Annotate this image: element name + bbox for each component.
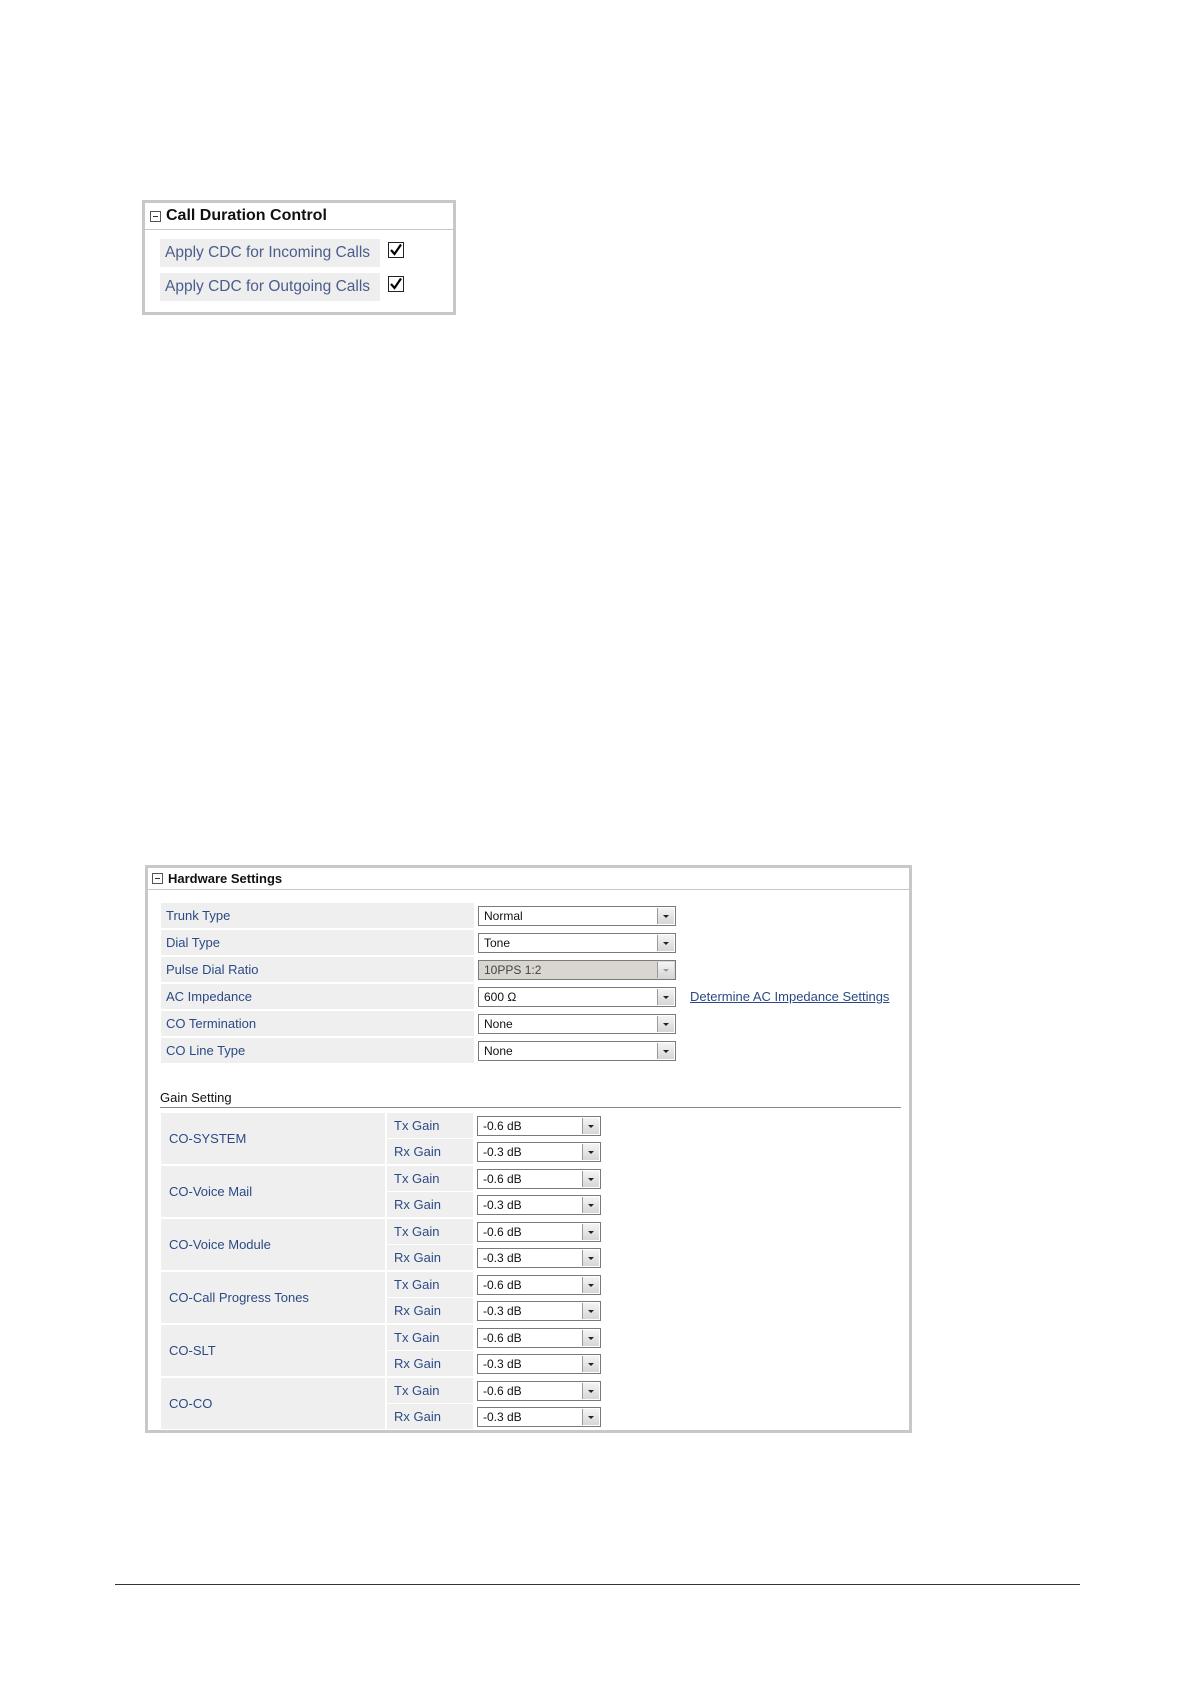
dropdown-arrow-icon[interactable] [582, 1330, 599, 1346]
rx-gain-value: -0.3 dB [483, 1144, 522, 1159]
rx-gain-select[interactable] [477, 1354, 601, 1374]
co-termination-row [161, 1011, 676, 1036]
hardware-panel-title: Hardware Settings [168, 871, 283, 886]
ac-impedance-row [161, 984, 889, 1009]
rx-gain-label: Rx Gain [387, 1298, 473, 1323]
tx-gain-value: -0.6 dB [483, 1224, 522, 1239]
dropdown-arrow-icon[interactable] [582, 1277, 599, 1293]
rx-gain-row [387, 1139, 601, 1164]
rx-gain-value: -0.3 dB [483, 1303, 522, 1318]
tx-gain-value: -0.6 dB [483, 1330, 522, 1345]
dropdown-arrow-icon[interactable] [582, 1224, 599, 1240]
tx-gain-select[interactable] [477, 1169, 601, 1189]
rx-gain-select[interactable] [477, 1195, 601, 1215]
tx-gain-label: Tx Gain [387, 1166, 473, 1191]
rx-gain-row [387, 1351, 601, 1376]
co-termination-label: CO Termination [161, 1011, 474, 1036]
gain-group-name: CO-Voice Mail [169, 1184, 253, 1199]
dial-type-select[interactable] [478, 933, 676, 953]
tx-gain-label: Tx Gain [387, 1219, 473, 1244]
co-line-type-select[interactable] [478, 1041, 676, 1061]
cdc-outgoing-row [160, 273, 404, 301]
dropdown-arrow-icon[interactable] [657, 1016, 674, 1032]
dropdown-arrow-icon[interactable] [582, 1118, 599, 1134]
tx-gain-select[interactable] [477, 1222, 601, 1242]
rx-gain-select[interactable] [477, 1142, 601, 1162]
rx-gain-value: -0.3 dB [483, 1356, 522, 1371]
gain-group [161, 1219, 385, 1270]
dropdown-arrow-icon[interactable] [582, 1383, 599, 1399]
cdc-outgoing-checkbox[interactable] [388, 276, 404, 292]
ac-impedance-label: AC Impedance [161, 984, 474, 1009]
ac-impedance-value: 600 Ω [484, 989, 517, 1004]
co-line-type-row [161, 1038, 676, 1063]
rx-gain-select[interactable] [477, 1248, 601, 1268]
tx-gain-select[interactable] [477, 1116, 601, 1136]
rx-gain-select[interactable] [477, 1407, 601, 1427]
tx-gain-row [387, 1325, 601, 1350]
co-line-type-value: None [484, 1043, 513, 1058]
rx-gain-row [387, 1192, 601, 1217]
rx-gain-value: -0.3 dB [483, 1197, 522, 1212]
rx-gain-row [387, 1245, 601, 1270]
tx-gain-label: Tx Gain [387, 1325, 473, 1350]
checkmark-icon [389, 243, 403, 257]
cdc-panel-header[interactable] [145, 203, 453, 230]
dropdown-arrow-icon[interactable] [582, 1409, 599, 1425]
tx-gain-value: -0.6 dB [483, 1383, 522, 1398]
pulse-dial-ratio-row [161, 957, 676, 982]
cdc-incoming-checkbox[interactable] [388, 242, 404, 258]
gain-group [161, 1378, 385, 1429]
collapse-icon[interactable] [152, 873, 163, 884]
dial-type-label: Dial Type [161, 930, 474, 955]
dropdown-arrow-icon[interactable] [582, 1144, 599, 1160]
rx-gain-label: Rx Gain [387, 1139, 473, 1164]
cdc-panel-title: Call Duration Control [166, 207, 327, 224]
gain-group-name: CO-SYSTEM [169, 1131, 247, 1146]
dropdown-arrow-icon[interactable] [657, 1043, 674, 1059]
footer-divider [115, 1584, 1080, 1585]
tx-gain-select[interactable] [477, 1275, 601, 1295]
cdc-incoming-label: Apply CDC for Incoming Calls [160, 239, 380, 267]
pulse-dial-ratio-label: Pulse Dial Ratio [161, 957, 474, 982]
trunk-type-select[interactable] [478, 906, 676, 926]
tx-gain-row [387, 1113, 601, 1138]
co-termination-value: None [484, 1016, 513, 1031]
determine-ac-impedance-link[interactable]: Determine AC Impedance Settings [690, 989, 890, 1004]
dropdown-arrow-icon[interactable] [657, 989, 674, 1005]
dial-type-value: Tone [484, 935, 511, 950]
dropdown-arrow-icon[interactable] [582, 1197, 599, 1213]
gain-group [161, 1113, 385, 1164]
rx-gain-label: Rx Gain [387, 1192, 473, 1217]
hardware-panel-header[interactable] [148, 868, 909, 890]
pulse-dial-ratio-select [478, 960, 676, 980]
tx-gain-row [387, 1272, 601, 1297]
co-termination-select[interactable] [478, 1014, 676, 1034]
cdc-incoming-row [160, 239, 404, 267]
tx-gain-value: -0.6 dB [483, 1118, 522, 1133]
hardware-settings-panel [145, 865, 912, 1433]
gain-group-name: CO-SLT [169, 1343, 216, 1358]
collapse-icon[interactable] [150, 211, 161, 222]
checkmark-icon [389, 277, 403, 291]
tx-gain-select[interactable] [477, 1328, 601, 1348]
gain-divider [160, 1107, 901, 1108]
gain-group [161, 1272, 385, 1323]
rx-gain-label: Rx Gain [387, 1351, 473, 1376]
gain-group [161, 1325, 385, 1376]
dropdown-arrow-icon [657, 962, 674, 978]
dropdown-arrow-icon[interactable] [582, 1171, 599, 1187]
co-line-type-label: CO Line Type [161, 1038, 474, 1063]
gain-group-name: CO-Voice Module [169, 1237, 271, 1252]
dropdown-arrow-icon[interactable] [657, 908, 674, 924]
gain-group-name: CO-CO [169, 1396, 213, 1411]
call-duration-control-panel [142, 200, 456, 315]
rx-gain-label: Rx Gain [387, 1245, 473, 1270]
rx-gain-value: -0.3 dB [483, 1409, 522, 1424]
dropdown-arrow-icon[interactable] [582, 1356, 599, 1372]
trunk-type-label: Trunk Type [161, 903, 474, 928]
dropdown-arrow-icon[interactable] [582, 1250, 599, 1266]
dial-type-row [161, 930, 676, 955]
tx-gain-row [387, 1219, 601, 1244]
rx-gain-label: Rx Gain [387, 1404, 473, 1429]
dropdown-arrow-icon[interactable] [657, 935, 674, 951]
trunk-type-row [161, 903, 676, 928]
tx-gain-label: Tx Gain [387, 1272, 473, 1297]
tx-gain-value: -0.6 dB [483, 1277, 522, 1292]
rx-gain-value: -0.3 dB [483, 1250, 522, 1265]
ac-impedance-select[interactable] [478, 987, 676, 1007]
tx-gain-value: -0.6 dB [483, 1171, 522, 1186]
tx-gain-row [387, 1166, 601, 1191]
tx-gain-select[interactable] [477, 1381, 601, 1401]
tx-gain-label: Tx Gain [387, 1113, 473, 1138]
tx-gain-label: Tx Gain [387, 1378, 473, 1403]
gain-setting-heading: Gain Setting [160, 1090, 232, 1105]
cdc-outgoing-label: Apply CDC for Outgoing Calls [160, 273, 380, 301]
gain-group [161, 1166, 385, 1217]
rx-gain-row [387, 1298, 601, 1323]
rx-gain-select[interactable] [477, 1301, 601, 1321]
gain-group-name: CO-Call Progress Tones [169, 1290, 309, 1305]
tx-gain-row [387, 1378, 601, 1403]
pulse-dial-ratio-value: 10PPS 1:2 [484, 962, 542, 977]
rx-gain-row [387, 1404, 601, 1429]
dropdown-arrow-icon[interactable] [582, 1303, 599, 1319]
trunk-type-value: Normal [484, 908, 523, 923]
